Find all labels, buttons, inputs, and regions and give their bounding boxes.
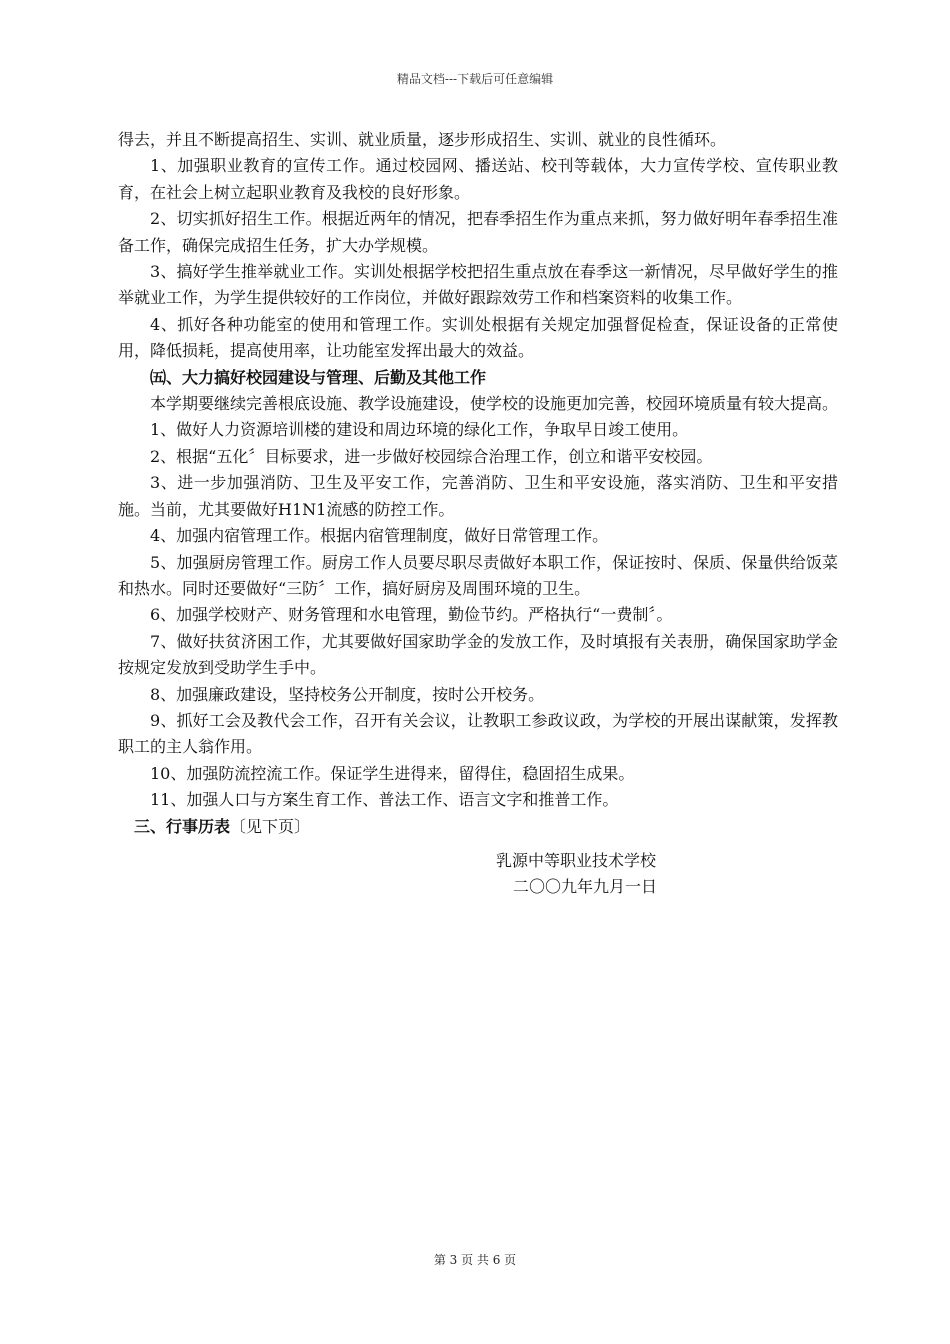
- paragraph: 8、加强廉政建设，坚持校务公开制度，按时公开校务。: [150, 684, 545, 704]
- paragraph: 3、搞好学生推举就业工作。实训处根据学校把招生重点放在春季这一新情况，尽早做好学生的推举就业工作，为学生提供较好的工作岗位，并做好跟踪效劳工作和档案资料的收集工作。: [118, 262, 838, 308]
- section-three-note: 〔见下页〕: [230, 816, 311, 836]
- paragraph: 7、做好扶贫济困工作，尤其要做好国家助学金的发放工作，及时填报有关表册，确保国家助学金按规定发放到受助学生手中。: [118, 631, 838, 678]
- paragraph: 得去，并且不断提高招生、实训、就业质量，逐步形成招生、实训、就业的良性循环。: [118, 130, 727, 149]
- paragraph: 3、进一步加强消防、卫生及平安工作，完善消防、卫生和平安设施，落实消防、卫生和平安措施。当前，尤其要做好H1N1流感的防控工作。: [118, 473, 838, 519]
- page-header: 精品文档---下载后可任意编辑: [396, 72, 554, 86]
- section-three-heading: [118, 814, 838, 840]
- paragraph: 2、根据“五化〞目标要求，进一步做好校园综合治理工作，创立和谐平安校园。: [150, 446, 713, 466]
- section-three-title: 三、行事历表: [134, 816, 231, 836]
- paragraph: 2、切实抓好招生工作。根据近两年的情况，把春季招生作为重点来抓，努力做好明年春季招生准备工作，确保完成招生任务，扩大办学规模。: [118, 209, 838, 255]
- paragraph: 9、抓好工会及教代会工作，召开有关会议，让教职工参政议政，为学校的开展出谋献策，发挥教职工的主人翁作用。: [118, 710, 838, 757]
- paragraph: 6、加强学校财产、财务管理和水电管理，勤俭节约。严格执行“一费制〞。: [150, 605, 673, 625]
- paragraph: 10、加强防流控流工作。保证学生进得来，留得住，稳固招生成果。: [150, 763, 635, 783]
- section-heading: ㈤、大力搞好校园建设与管理、后勤及其他工作: [150, 367, 487, 387]
- paragraph: 1、加强职业教育的宣传工作。通过校园网、播送站、校刊等载体，大力宣传学校、宣传职业教育，在社会上树立起职业教育及我校的良好形象。: [118, 156, 838, 202]
- document-body: [118, 127, 838, 840]
- signature-school: 乳源中等职业技术学校: [496, 851, 657, 870]
- paragraph: 4、加强内宿管理工作。根据内宿管理制度，做好日常管理工作。: [150, 526, 609, 546]
- paragraph: 4、抓好各种功能室的使用和管理工作。实训处根据有关规定加强督促检查，保证设备的正常使用，降低损耗，提高使用率，让功能室发挥出最大的效益。: [118, 314, 838, 361]
- paragraph: 5、加强厨房管理工作。厨房工作人员要尽职尽责做好本职工作，保证按时、保质、保量供给饭菜和热水。同时还要做好“三防〞工作，搞好厨房及周围环境的卫生。: [118, 552, 838, 598]
- signature-date: 二〇〇九年九月一日: [513, 877, 658, 896]
- paragraph: 本学期要继续完善根底设施、教学设施建设，使学校的设施更加完善，校园环境质量有较大提高。: [150, 394, 839, 414]
- paragraph: 11、加强人口与方案生育工作、普法工作、语言文字和推普工作。: [150, 790, 619, 810]
- paragraph: 1、做好人力资源培训楼的建设和周边环境的绿化工作，争取早日竣工使用。: [150, 420, 689, 440]
- page-footer: 第 3 页 共 6 页: [433, 1253, 517, 1267]
